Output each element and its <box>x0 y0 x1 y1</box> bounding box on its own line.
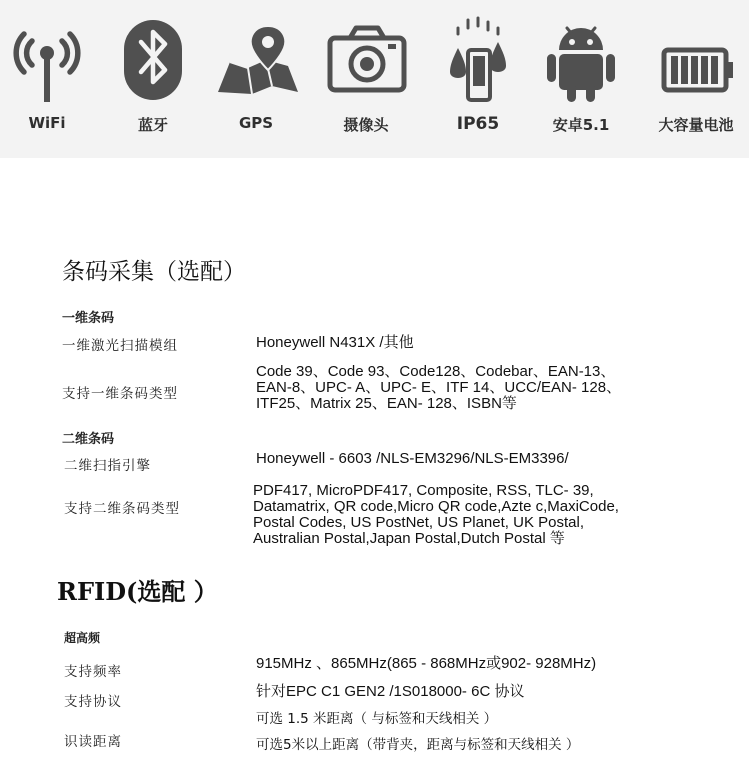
feature-wifi <box>0 14 97 132</box>
rfid-frequency-key: 支持频率 <box>64 664 122 680</box>
barcode-section-title: 条码采集（选配） <box>62 259 246 285</box>
feature-battery <box>646 14 746 134</box>
one-d-types-line-1: Code 39、Code 93、Code128、Codebar、EAN-13、 <box>256 363 616 380</box>
two-d-types-key: 支持二维条码类型 <box>64 501 180 517</box>
feature-label-ip65: IP65 <box>456 114 500 134</box>
feature-android <box>531 14 631 134</box>
gps-map-icon <box>206 14 306 106</box>
rfid-range-key: 识读距离 <box>64 734 122 750</box>
rfid-range-note: 可选 1.5 米距离（ 与标签和天线相关 ） <box>256 711 498 727</box>
two-d-types-line-3: Postal Codes, US PostNet, US Planet, UK Postal, <box>253 514 584 531</box>
one-d-engine-key: 一维激光扫描模组 <box>62 338 178 354</box>
feature-label-camera: 摄像头 <box>343 116 389 134</box>
two-d-types-line-1: PDF417, MicroPDF417, Composite, RSS, TLC- 39, <box>253 482 594 499</box>
battery-icon <box>646 14 746 106</box>
feature-label-battery: 大容量电池 <box>658 116 734 134</box>
one-d-heading: 一维条码 <box>62 311 115 326</box>
feature-gps <box>206 14 306 132</box>
android-icon <box>531 14 631 106</box>
two-d-types-line-2: Datamatrix, QR code,Micro QR code,Azte c,MaxiCode, <box>253 498 619 515</box>
camera-icon <box>316 14 416 106</box>
two-d-heading: 二维条码 <box>62 432 115 447</box>
two-d-engine-key: 二维扫指引擎 <box>64 458 151 474</box>
feature-label-bluetooth: 蓝牙 <box>137 116 168 134</box>
ip65-waterproof-icon <box>428 14 528 106</box>
feature-icon-band <box>0 0 749 158</box>
feature-label-android: 安卓5.1 <box>552 116 610 134</box>
two-d-types-line-4: Australian Postal,Japan Postal,Dutch Postal 等 <box>253 530 565 547</box>
rfid-protocol-key: 支持协议 <box>64 694 122 710</box>
bluetooth-icon <box>103 14 203 106</box>
feature-camera <box>316 14 416 134</box>
rfid-frequency-value: 915MHz 、865MHz(865 - 868MHz或902- 928MHz) <box>256 655 597 672</box>
feature-label-gps: GPS <box>238 114 274 132</box>
rfid-heading: 超高频 <box>64 631 101 645</box>
rfid-protocol-value: 针对EPC C1 GEN2 /1S018000- 6C 协议 <box>256 683 525 700</box>
feature-ip65 <box>428 14 528 134</box>
two-d-engine-value: Honeywell - 6603 /NLS-EM3296/NLS-EM3396/ <box>256 450 569 467</box>
wifi-icon <box>0 14 97 106</box>
one-d-types-key: 支持一维条码类型 <box>62 386 178 402</box>
one-d-types-line-2: EAN-8、UPC- A、UPC- E、ITF 14、UCC/EAN- 128、 <box>256 379 622 396</box>
feature-bluetooth <box>103 14 203 134</box>
rfid-range-value: 可选5米以上距离（带背夹，距离与标签和天线相关 ） <box>256 737 580 753</box>
one-d-types-line-3: ITF25、Matrix 25、EAN- 128、ISBN等 <box>256 395 517 412</box>
feature-label-wifi: WiFi <box>28 114 66 132</box>
one-d-engine-value: Honeywell N431X /其他 <box>256 334 414 351</box>
rfid-section-title: RFID(选配 ） <box>57 577 218 606</box>
